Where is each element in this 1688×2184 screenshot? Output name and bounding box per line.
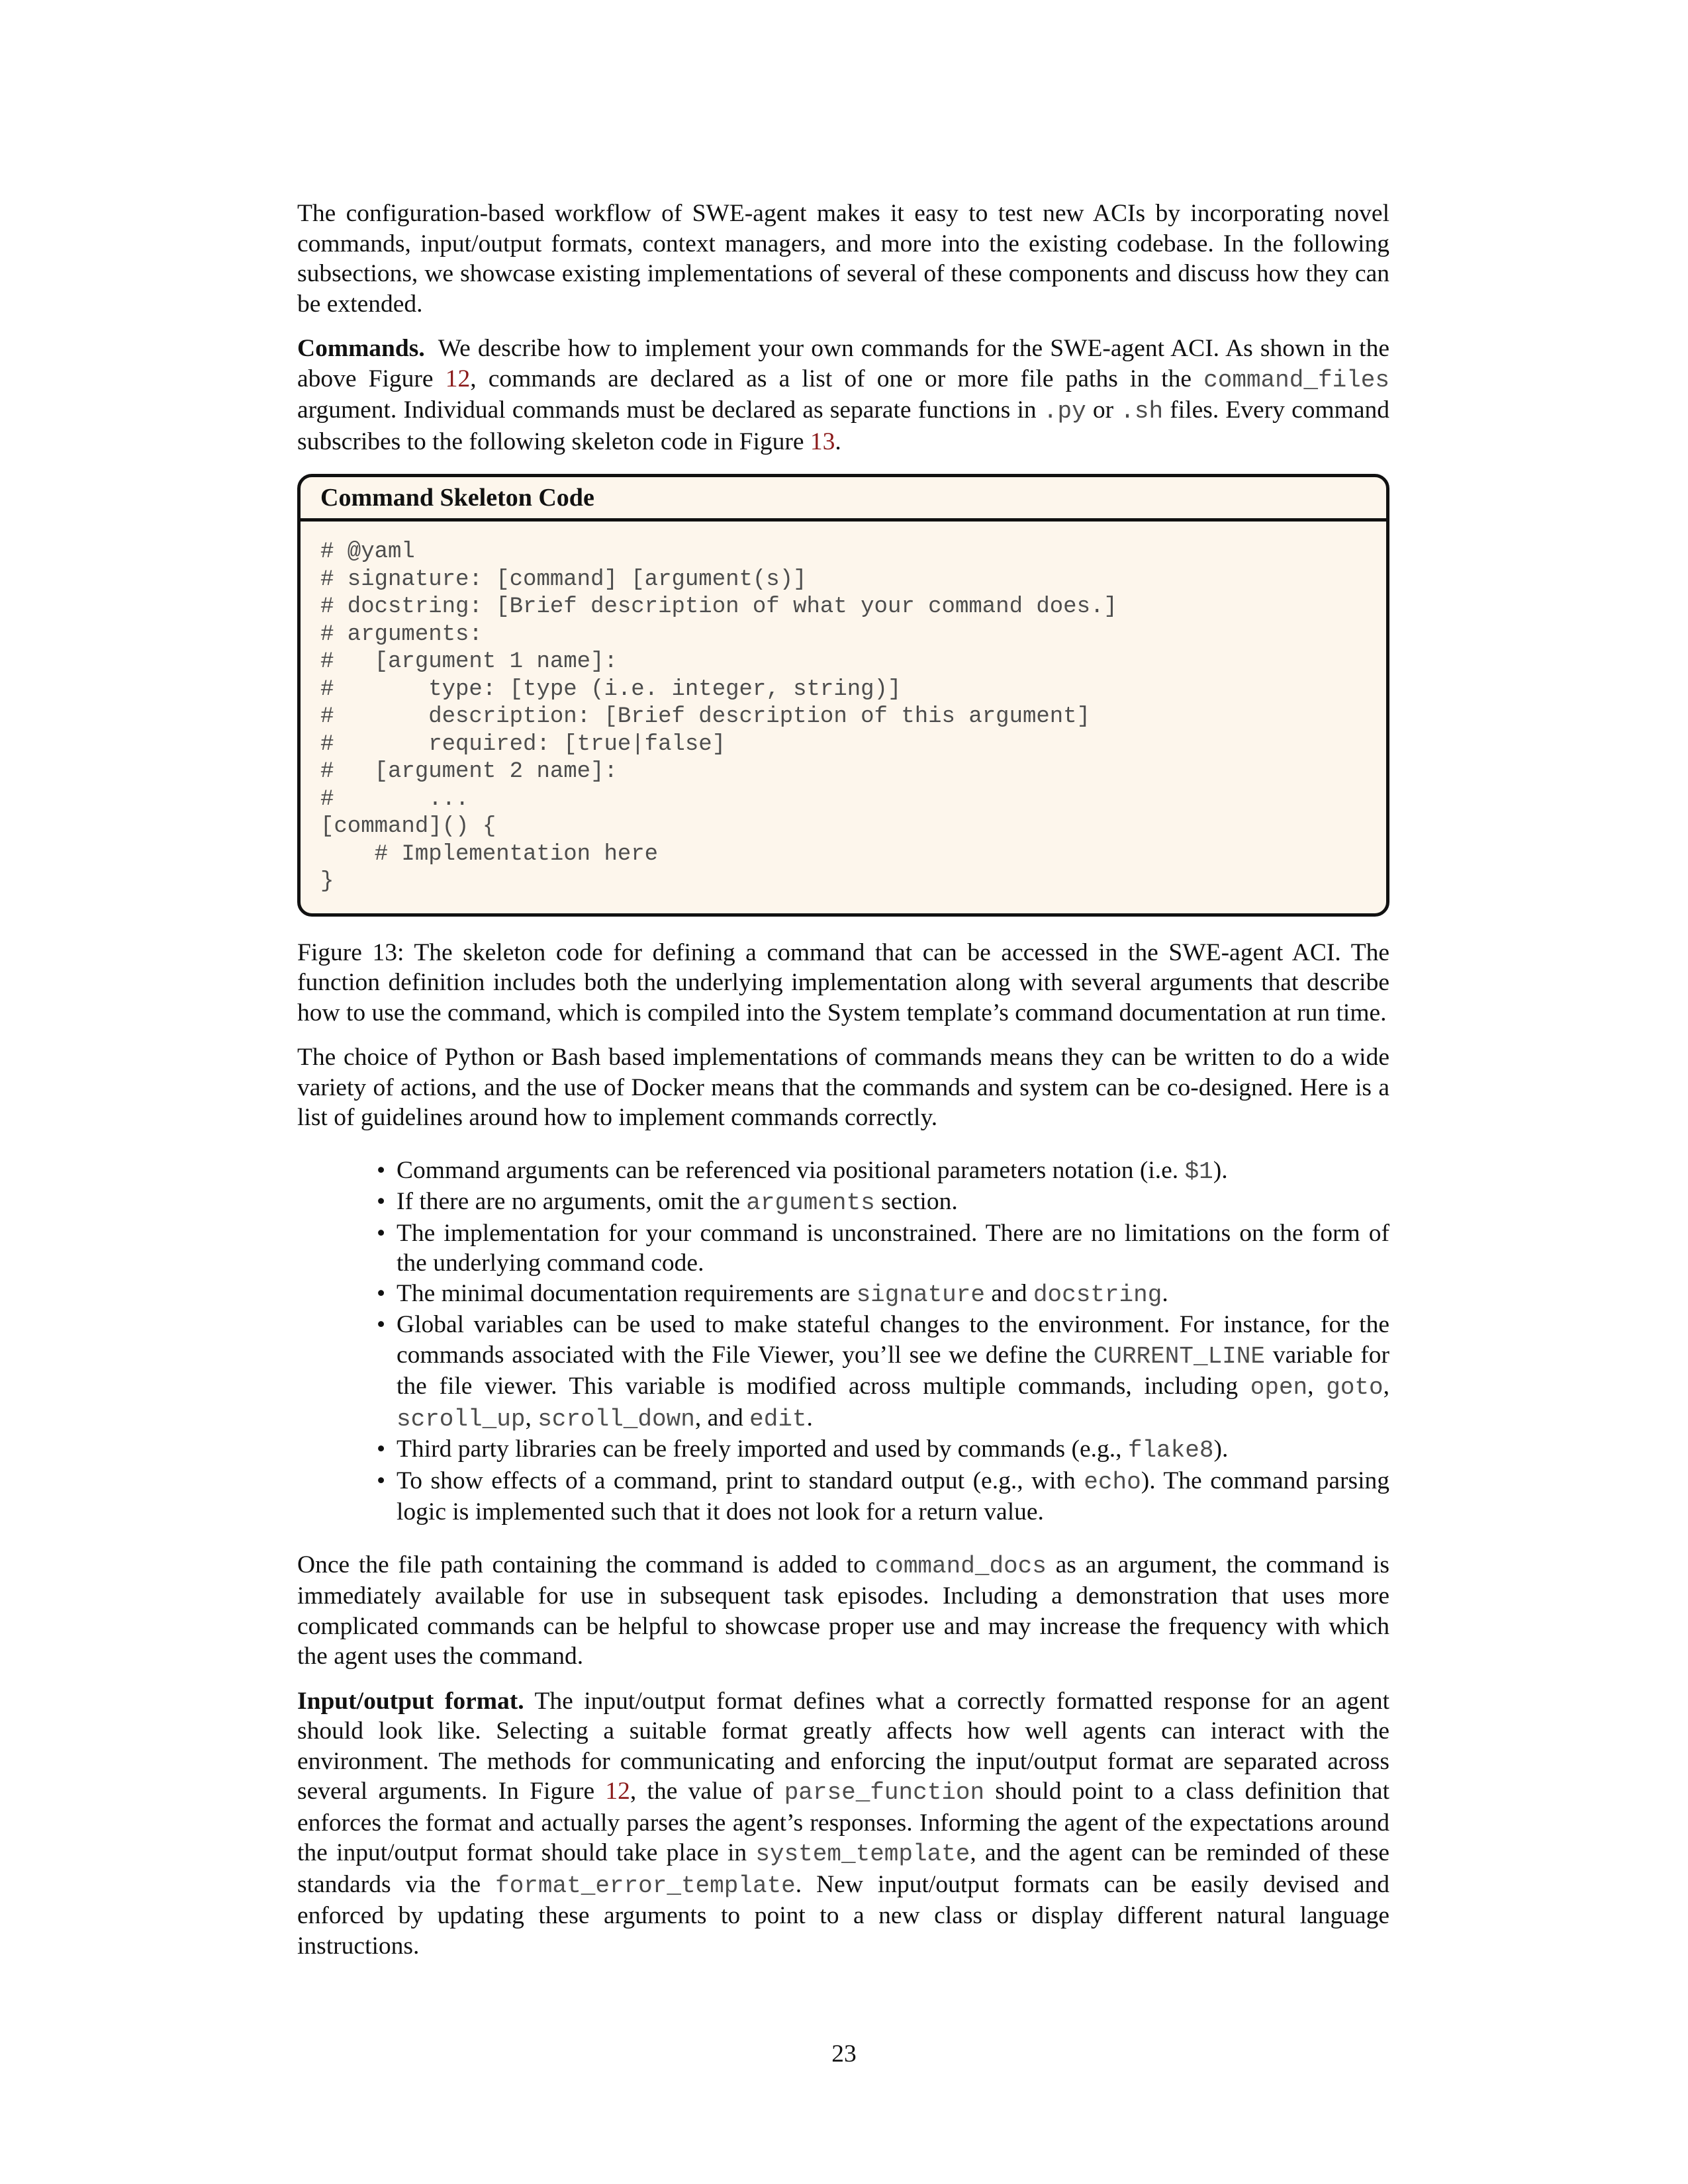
inline-code: scroll_up (397, 1405, 526, 1433)
list-item (377, 1279, 1389, 1310)
list-item (377, 1187, 1389, 1218)
text: . (835, 428, 841, 455)
text: Command arguments can be referenced via positional parameters notation (i.e. (397, 1156, 1185, 1184)
text: Once the file path containing the command is added to (297, 1551, 875, 1578)
text: If there are no arguments, omit the (397, 1188, 747, 1215)
bullet-icon: • (377, 1188, 386, 1215)
bullet-icon: • (377, 1219, 386, 1247)
list-item (377, 1434, 1389, 1466)
text: variable for the file viewer. This variable is modified across multiple commands, including (397, 1341, 1390, 1400)
skeleton-code: # @yaml # signature: [command] [argument(s)] # docstring: [Brief description of what your command does.] # arguments: # [argument 1 name]: # type: [type (i.e. integer, string)] # description: [Brief description of this argument] # required: [true|false] # [argument 2 name]: # ... [command]() { # Implementation here } (320, 539, 1117, 894)
text: Global variables can be used to make stateful changes to the environment. For instance, for the commands associated with the File Viewer, you’ll see we define the (397, 1311, 1389, 1369)
figure-ref-link[interactable]: 12 (605, 1778, 630, 1805)
inline-code: .sh (1120, 398, 1164, 425)
text: or (1086, 396, 1121, 424)
text: section. (874, 1188, 958, 1215)
text: To show effects of a command, print to standard output (e.g., with (397, 1467, 1084, 1494)
list-item (377, 1466, 1389, 1527)
text: ). (1213, 1156, 1228, 1184)
bullet-icon: • (377, 1435, 386, 1463)
inline-code: flake8 (1127, 1437, 1214, 1464)
intro-paragraph: The configuration-based workflow of SWE-agent makes it easy to test new ACIs by incorporating novel commands, input/output formats, context managers, and more into the existing codebase. In the following subsections, we showcase existing implementations of several of these components and discuss how they can be extended. (297, 200, 1389, 318)
text: as an argument, the command is immediately available for use in subsequent task episodes. Including a demonstration that uses more complicated commands can be helpful to showcase proper use and may increase the frequency with which the agent uses the command. (297, 1551, 1389, 1670)
text: We describe how to implement your own commands for the SWE-agent ACI. As shown in the above Figure (297, 335, 1389, 392)
page-number: 23 (831, 2040, 857, 2068)
inline-code: scroll_down (538, 1405, 695, 1433)
inline-code: docstring (1033, 1281, 1162, 1308)
inline-code: $1 (1184, 1158, 1213, 1185)
list-item (377, 1310, 1390, 1434)
list-item (377, 1218, 1389, 1279)
text: , (1307, 1373, 1327, 1400)
inline-code: echo (1084, 1468, 1141, 1496)
bullet-icon: • (377, 1279, 386, 1307)
commands-heading: Commands. (297, 335, 425, 362)
io-format-paragraph (297, 1686, 1389, 1962)
commands-paragraph (297, 334, 1389, 457)
text: . (806, 1404, 813, 1432)
text: and (985, 1279, 1033, 1307)
text: , and (694, 1404, 750, 1432)
text: Third party libraries can be freely imported and used by commands (e.g., (397, 1435, 1128, 1463)
text: . (1162, 1279, 1168, 1307)
inline-code: .py (1043, 398, 1086, 425)
text: argument. Individual commands must be declared as separate functions in (297, 396, 1043, 424)
bullet-icon: • (377, 1311, 386, 1338)
text: ). (1213, 1435, 1229, 1463)
inline-code: command_docs (874, 1552, 1047, 1580)
inline-code: open (1250, 1374, 1308, 1401)
once-paragraph (297, 1550, 1389, 1672)
text: , (1383, 1373, 1390, 1400)
page-body (297, 199, 1389, 1961)
text: The implementation for your command is unconstrained. There are no limitations on the form of the underlying command code. (397, 1219, 1389, 1277)
code-box-title: Command Skeleton Code (301, 477, 1386, 522)
inline-code: edit (749, 1405, 807, 1433)
inline-code: format_error_template (495, 1872, 796, 1899)
inline-code: arguments (746, 1189, 875, 1216)
io-format-heading: Input/output format. (297, 1687, 524, 1715)
guidelines-list (297, 1156, 1389, 1527)
inline-code: parse_function (784, 1779, 985, 1806)
skeleton-code-box (297, 474, 1389, 917)
list-item (377, 1156, 1389, 1187)
figure-ref-link[interactable]: 13 (810, 428, 835, 455)
inline-code: signature (856, 1281, 985, 1308)
inline-code: CURRENT_LINE (1093, 1342, 1265, 1370)
text: The input/output format defines what a correctly formatted response for an agent should look like. Selecting a suitable format greatly affects how well agents can interact with the environment. The methods for communicating and enforcing the input/output format are separated across several arguments. In Figure (297, 1687, 1390, 1805)
text: , commands are declared as a list of one or more file paths in the (470, 365, 1204, 392)
text: . New input/output formats can be easily devised and enforced by updating these arguments to point to a new class or display different natural language instructions. (297, 1870, 1389, 1960)
bullet-icon: • (377, 1467, 386, 1494)
figure-caption: Figure 13: The skeleton code for defining a command that can be accessed in the SWE-agent ACI. The function definition includes both the underlying implementation along with several arguments that describe how to use the command, which is compiled into the System template’s command documentation at run time. (297, 938, 1389, 1026)
text: , (525, 1404, 538, 1432)
text: ). The command parsing logic is implemented such that it does not look for a return value. (397, 1467, 1389, 1525)
inline-code: system_template (755, 1841, 970, 1868)
text: , the value of (630, 1778, 784, 1805)
inline-code: command_files (1203, 366, 1389, 394)
bullet-icon: • (377, 1156, 386, 1184)
choice-paragraph: The choice of Python or Bash based implementations of commands means they can be written to do a wide variety of actions, and the use of Docker means that the commands and system can be co-designed. Here is a list of guidelines around how to implement commands correctly. (297, 1044, 1389, 1131)
text: The minimal documentation requirements are (397, 1279, 857, 1307)
figure-ref-link[interactable]: 12 (445, 365, 471, 392)
text: files. Every command subscribes to the following skeleton code in Figure (297, 396, 1389, 455)
text: , and the agent can be reminded of these standards via the (297, 1839, 1390, 1898)
text: should point to a class definition that enforces the format and actually parses the agent’s responses. Informing the agent of the expectations around the input/output format should take place in (297, 1778, 1389, 1866)
inline-code: goto (1326, 1374, 1383, 1401)
